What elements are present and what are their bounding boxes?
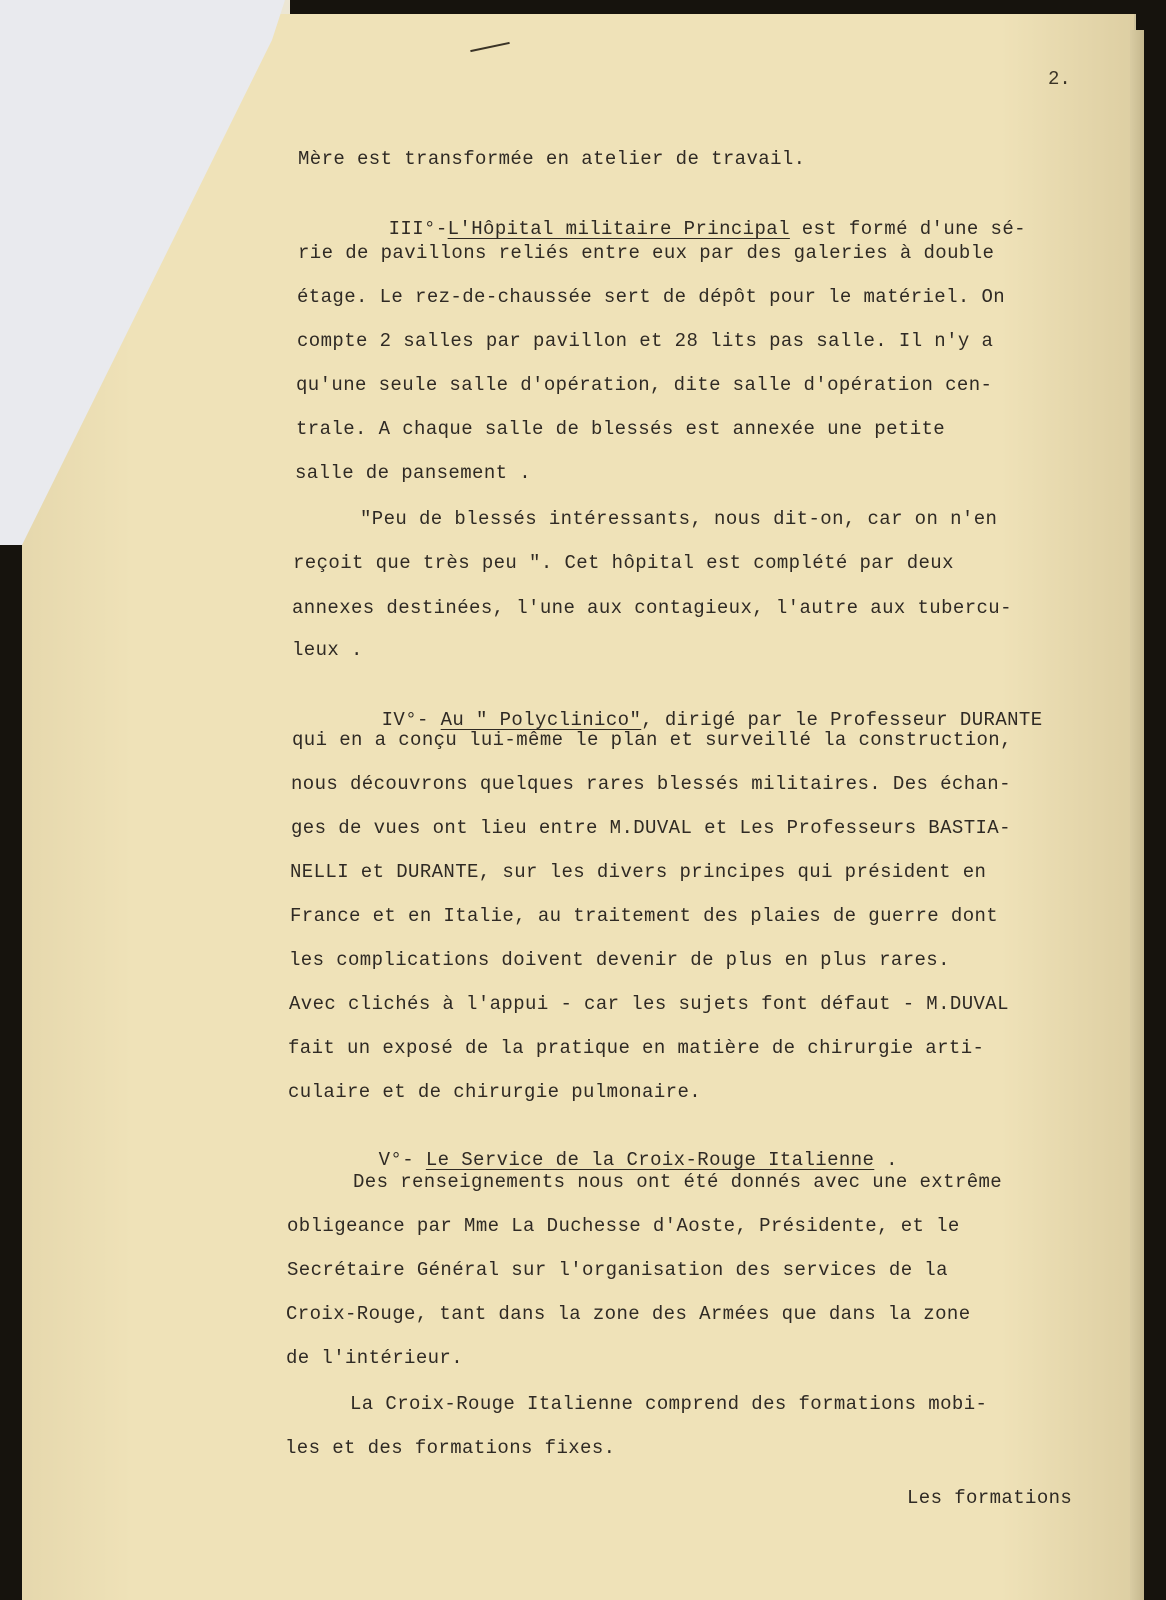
text-line: nous découvrons quelques rares blessés militaires. Des échan- <box>291 773 1011 795</box>
section-number: III°- <box>388 218 448 240</box>
text-line: Avec clichés à l'appui - car les sujets font défaut - M.DUVAL <box>289 993 1009 1015</box>
catchword: Les formations <box>907 1487 1073 1509</box>
page-number: 2. <box>1048 68 1071 90</box>
text-line: étage. Le rez-de-chaussée sert de dépôt pour le matériel. On <box>297 286 1006 308</box>
stacked-pages-edge <box>1130 30 1144 1600</box>
text-line: de l'intérieur. <box>286 1347 464 1369</box>
text-line: obligeance par Mme La Duchesse d'Aoste, Présidente, et le <box>287 1215 960 1237</box>
text-line: leux . <box>292 639 363 661</box>
text-line: ges de vues ont lieu entre M.DUVAL et Les Professeurs BASTIA- <box>291 817 1011 839</box>
text-line: les et des formations fixes. <box>285 1437 616 1459</box>
section-number: IV°- <box>381 709 441 731</box>
text-line: culaire et de chirurgie pulmonaire. <box>288 1081 702 1103</box>
text-line: reçoit que très peu ". Cet hôpital est complété par deux <box>293 552 954 574</box>
section-heading: Au " Polyclinico" <box>440 709 642 731</box>
text-line: France et en Italie, au traitement des plaies de guerre dont <box>290 905 999 927</box>
section-heading: Le Service de la Croix-Rouge Italienne <box>425 1149 875 1171</box>
text-line: rie de pavillons reliés entre eux par des galeries à double <box>298 242 995 264</box>
text-line: Croix-Rouge, tant dans la zone des Armées que dans la zone <box>286 1303 971 1325</box>
text-line: La Croix-Rouge Italienne comprend des formations mobi- <box>350 1393 988 1415</box>
text-line: III°-L'Hôpital militaire Principal est formé d'une sé- <box>388 218 1026 240</box>
text-line: IV°- Au " Polyclinico", dirigé par le Professeur DURANTE <box>381 709 1043 731</box>
text-line: "Peu de blessés intéressants, nous dit-on, car on n'en <box>360 508 998 530</box>
text-line: trale. A chaque salle de blessés est annexée une petite <box>296 418 946 440</box>
text-line: fait un exposé de la pratique en matière de chirurgie arti- <box>288 1037 985 1059</box>
text-line: V°- Le Service de la Croix-Rouge Italienne . <box>378 1149 898 1171</box>
text-line: qui en a conçu lui-même le plan et surveillé la construction, <box>292 729 1012 751</box>
text-line: Secrétaire Général sur l'organisation des services de la <box>287 1259 948 1281</box>
text-line: les complications doivent devenir de plus en plus rares. <box>289 949 950 971</box>
text-line: compte 2 salles par pavillon et 28 lits pas salle. Il n'y a <box>297 330 994 352</box>
section-heading: L'Hôpital militaire Principal <box>447 218 790 240</box>
text-line: Des renseignements nous ont été donnés avec une extrême <box>353 1171 1003 1193</box>
text-line: NELLI et DURANTE, sur les divers principes qui président en <box>290 861 987 883</box>
text-line: qu'une seule salle d'opération, dite salle d'opération cen- <box>296 374 993 396</box>
text-line: salle de pansement . <box>295 462 532 484</box>
section-number: V°- <box>378 1149 426 1171</box>
text-line: annexes destinées, l'une aux contagieux, l'autre aux tubercu- <box>292 597 1012 619</box>
text-line: Mère est transformée en atelier de travail. <box>298 148 806 170</box>
